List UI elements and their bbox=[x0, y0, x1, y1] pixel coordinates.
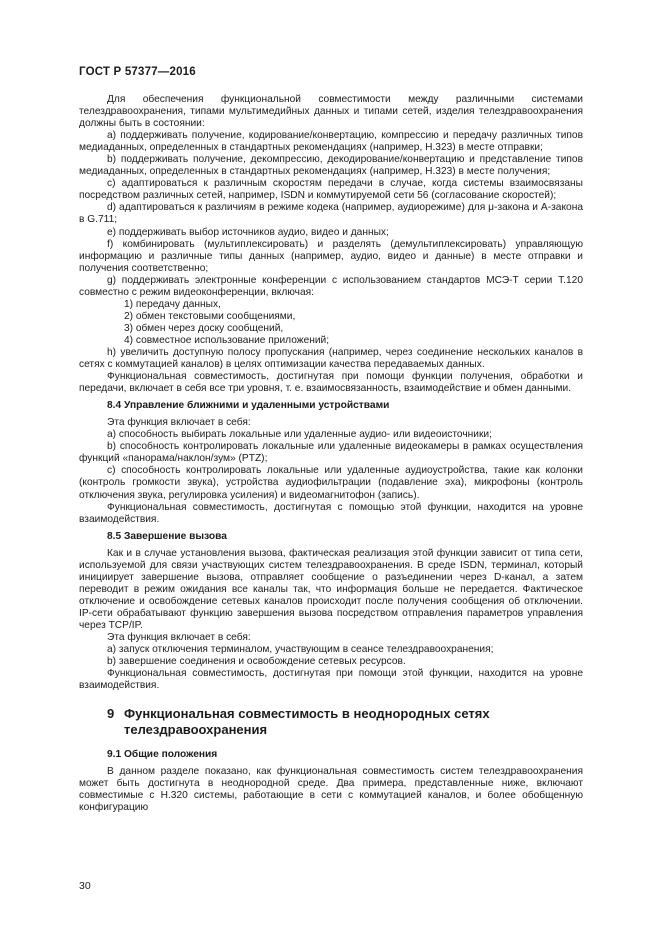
section-9-1-paragraph: В данном разделе показано, как функциональная совместимость систем телездравоохранения может быть достигнута в неоднородной среде. Два примера, представленные ниже, включают совместимые с H.320 системы, работающие в сети с коммутацией каналов, и более обобщенную конфигурацию bbox=[79, 766, 583, 814]
list-item-d: d) адаптироваться к различиям в режиме кодека (например, аудиорежиме) для μ-закона и А-закона в G.711; bbox=[79, 202, 583, 226]
sublist-item-2: 2) обмен текстовыми сообщениями, bbox=[124, 310, 296, 322]
sublist-item-4: 4) совместное использование приложений; bbox=[124, 334, 330, 346]
section-9-title: Функциональная совместимость в неоднородных сетях телездравоохранения bbox=[124, 706, 490, 737]
section-8-5-closing: Функциональная совместимость, достигнутая при помощи этой функции, находится на уровне взаимодействия. bbox=[79, 668, 583, 692]
page-header: ГОСТ Р 57377—2016 bbox=[79, 66, 196, 78]
section-8-5-intro: Эта функция включает в себя: bbox=[107, 632, 251, 644]
list-item-c: c) адаптироваться к различным скоростям передачи в случае, когда системы взаимосвязаны посредством различных сетей, например, ISDN и коммутируемой сети 56 (согласование скоростей); bbox=[79, 178, 583, 202]
page-number: 30 bbox=[79, 880, 91, 892]
list-item-b: b) поддерживать получение, декомпрессию, декодирование/конвертацию и представление типов медиаданных, определенных в стандартных рекомендациях (например, H.323) в месте получения; bbox=[79, 154, 583, 178]
section-8-5-heading: 8.5 Завершение вызова bbox=[107, 530, 227, 542]
sublist-item-1: 1) передачу данных, bbox=[124, 298, 221, 310]
compat-paragraph: Функциональная совместимость, достигнутая при помощи функции получения, обработки и передачи, включает в себя все три уровня, т. е. взаимосвязанность, взаимодействие и обмен данными. bbox=[79, 371, 583, 395]
intro-paragraph: Для обеспечения функциональной совместимости между различными системами телездравоохранения, типами мультимедийных данных и типами сетей, изделия телездравоохранения должны быть в состоянии: bbox=[79, 94, 583, 130]
section-9-number: 9 bbox=[107, 706, 115, 722]
list-item-e: e) поддерживать выбор источников аудио, видео и данных; bbox=[107, 226, 389, 238]
section-8-4-item-a: a) способность выбирать локальные или удаленные аудио- или видеоисточники; bbox=[107, 429, 492, 441]
list-item-h: h) увеличить доступную полосу пропускания (например, через соединение нескольких каналов в сетях с коммутацией каналов) в целях оптимизации качества передаваемых данных. bbox=[79, 346, 583, 371]
section-8-4-item-c: c) способность контролировать локальные или удаленные аудиоустройства, такие как колонки (контроль громкости звука), устройства аудиофильтрации (подавление эха), микрофоны (контроль отключения звука, регулировка усиления) и видеомагнитофон (запись). bbox=[79, 465, 583, 501]
page-body bbox=[79, 94, 583, 814]
section-8-5-item-a: a) запуск отключения терминалом, участвующим в сеансе телездравоохранения; bbox=[107, 644, 494, 656]
list-item-g: g) поддерживать электронные конференции с использованием стандартов МСЭ-Т серии T.120 совместно с режим видеоконференции, включая: bbox=[79, 274, 583, 298]
section-8-5-paragraph: Как и в случае установления вызова, фактическая реализация этой функции зависит от типа сети, используемой для связи участвующих систем телездравоохранения. В среде ISDN, терминал, который инициирует завершение вызова, отправляет сообщение о разъединении через D-канал, а затем переводит в режим ожидания все каналы так, что информация больше не передается. Фактическое отключение и освобождение сетевых каналов происходит после получения сообщения об отключении. IP-сети обрабатывают функцию завершения вызова посредством отправления параметров управления через TCP/IP. bbox=[79, 547, 583, 631]
section-9-1-heading: 9.1 Общие положения bbox=[107, 749, 218, 761]
section-8-4-item-b: b) способность контролировать локальные или удаленные видеокамеры в рамках осуществления функций «панорама/наклон/зум» (PTZ); bbox=[79, 441, 583, 465]
list-item-a: a) поддерживать получение, кодирование/конвертацию, компрессию и передачу различных типов медиаданных, определенных в стандартных рекомендациях (например, H.323) в месте отправки; bbox=[79, 130, 583, 154]
section-8-4-intro: Эта функция включает в себя: bbox=[107, 417, 251, 429]
section-8-5-item-b: b) завершение соединения и освобождение сетевых ресурсов. bbox=[107, 656, 406, 668]
sublist-item-3: 3) обмен через доску сообщений, bbox=[124, 322, 284, 334]
section-9-heading bbox=[79, 706, 583, 737]
section-8-4-heading: 8.4 Управление ближними и удаленными устройствами bbox=[107, 400, 390, 412]
list-item-f: f) комбинировать (мультиплексировать) и разделять (демультиплексировать) управляющую информацию и различные типы данных (например, аудио, видео и данные) в месте отправки и получения соответственно; bbox=[79, 238, 583, 274]
section-8-4-closing: Функциональная совместимость, достигнутая с помощью этой функции, находится на уровне взаимодействия. bbox=[79, 501, 583, 525]
